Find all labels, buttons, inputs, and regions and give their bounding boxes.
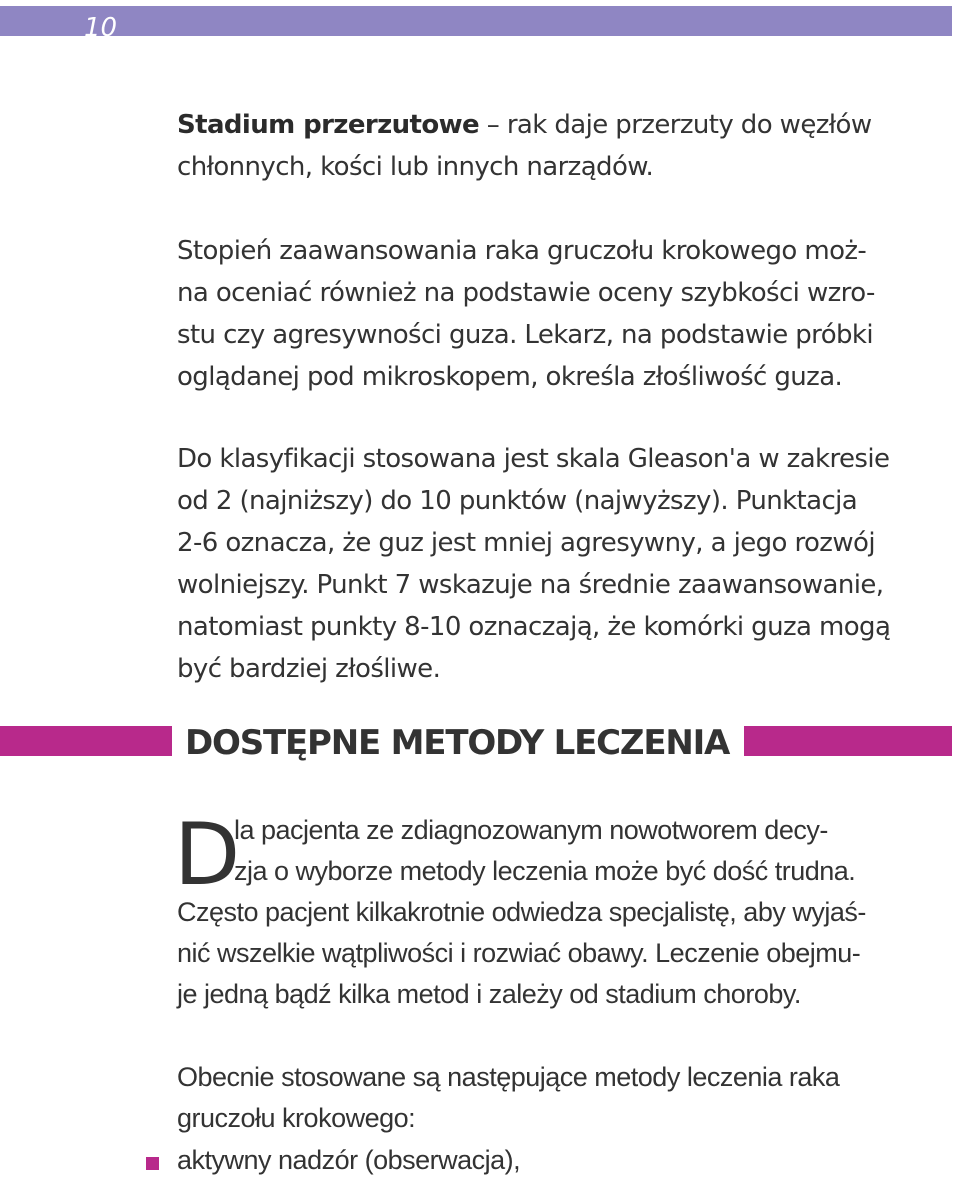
- term-bold: Stadium przerzutowe: [177, 110, 480, 140]
- paragraph-line: Obecnie stosowane są następujące metody leczenia raka: [177, 1062, 840, 1092]
- paragraph-line: Stopień zaawansowania raka gruczołu krokowego moż-: [177, 236, 867, 266]
- section-heading: DOSTĘPNE METODY LECZENIA: [185, 723, 730, 763]
- paragraph-line: być bardziej złośliwe.: [177, 654, 441, 684]
- drop-cap: D: [174, 805, 241, 905]
- paragraph-text: – rak daje przerzuty do węzłów: [479, 110, 872, 140]
- paragraph-line: je jedną bądź kilka metod i zależy od stadium choroby.: [177, 979, 801, 1009]
- paragraph-line: nić wszelkie wątpliwości i rozwiać obawy. Leczenie obejmu-: [177, 938, 861, 968]
- paragraph-line: gruczołu krokowego:: [177, 1103, 416, 1133]
- bullet-list: [177, 1140, 922, 1181]
- paragraph-line: zja o wyborze metody leczenia może być dość trudna.: [234, 856, 856, 886]
- page-header-bar: [0, 6, 952, 43]
- page-number: 10: [84, 13, 118, 43]
- heading-bar-left: [0, 726, 172, 756]
- paragraph-line: 2-6 oznacza, że guz jest mniej agresywny, a jego rozwój: [177, 528, 875, 558]
- paragraph-line: natomiast punkty 8-10 oznaczają, że komórki guza mogą: [177, 612, 891, 642]
- paragraph-gleason: [177, 438, 922, 690]
- bullet-square-icon: [146, 1157, 159, 1170]
- paragraph-methods-intro: [177, 1057, 922, 1139]
- paragraph-line: na oceniać również na podstawie oceny szybkości wzro-: [177, 278, 875, 308]
- paragraph-line: Często pacjent kilkakrotnie odwiedza specjalistę, aby wyjaś-: [177, 897, 866, 927]
- paragraph-line: [177, 104, 922, 146]
- list-item: aktywny nadzór (obserwacja),: [177, 1145, 521, 1175]
- paragraph-line: oglądanej pod mikroskopem, określa złośliwość guza.: [177, 362, 843, 392]
- paragraph-line: la pacjenta ze zdiagnozowanym nowotworem decy-: [234, 815, 828, 845]
- paragraph-line: wolniejszy. Punkt 7 wskazuje na średnie zaawansowanie,: [177, 570, 884, 600]
- paragraph-line: stu czy agresywności guza. Lekarz, na podstawie próbki: [177, 320, 873, 350]
- paragraph-line: od 2 (najniższy) do 10 punktów (najwyższy). Punktacja: [177, 486, 858, 516]
- heading-bar-right: [744, 726, 952, 756]
- paragraph-line: Do klasyfikacji stosowana jest skala Gleason'a w zakresie: [177, 444, 890, 474]
- paragraph-metastatic-stage: [177, 104, 922, 188]
- paragraph-treatment-choice: [177, 810, 922, 1015]
- paragraph-advancement: [177, 230, 922, 398]
- paragraph-line: chłonnych, kości lub innych narządów.: [177, 152, 654, 182]
